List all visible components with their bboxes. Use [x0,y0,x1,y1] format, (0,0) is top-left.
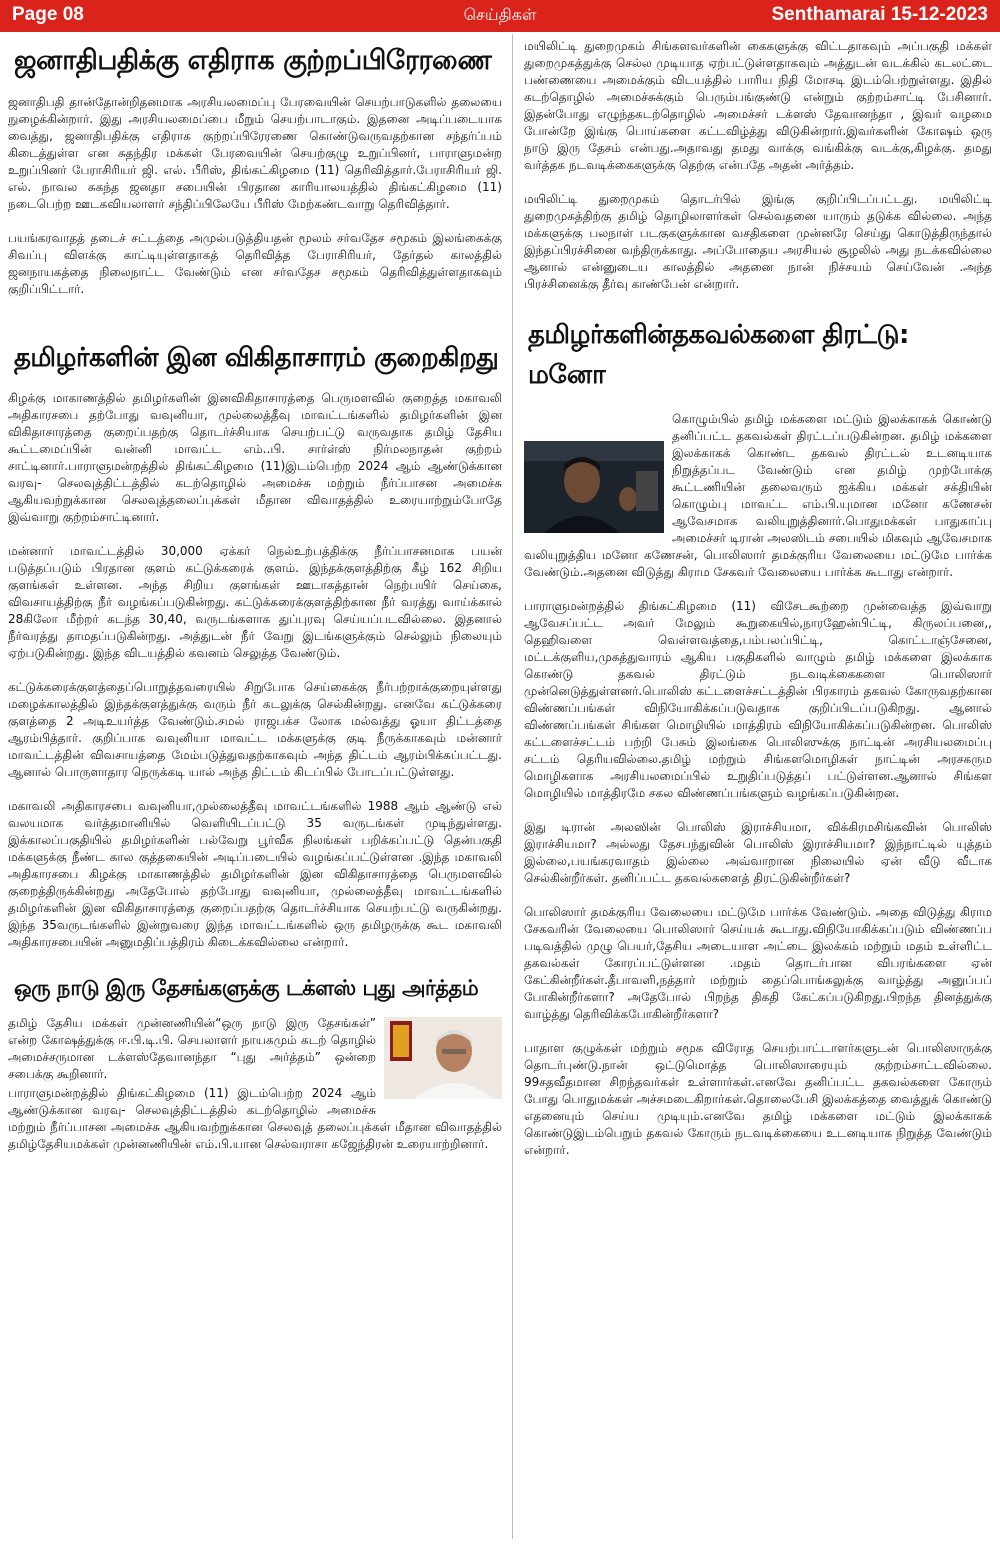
article-mano [524,315,992,1159]
article-paragraph: பாராளுமன்றத்தில் திங்கட்கிழமை (11) இடம்பெற்ற 2024 ஆம் ஆண்டுக்கான வரவு- செலவுத்திட்டத்தில் கடற்தொழில் அமைச்சு மற்றும் நீர்ப்பாசன அமைச்சு ஆகியவற்றுக்கான செலவுத் தலைப்புக்கள் மீதான விவாதத்தில் தமிழ்தேசியமக்கள் முன்னணியின் எம்.பி.யான செல்வராசா கஜேந்திரன் உரையாற்றினார். [8,1086,502,1151]
article-paragraph: இது டிரான் அலஸின் பொலிஸ் இராச்சியமா, விக்கிரமசிங்கவின் பொலிஸ் இராச்சியமா? அல்லது தேசபந்துவின் பொலிஸ் இராச்சியமா? இந்நாட்டில் யுத்தம் இல்லை,பயங்கரவாதம் இல்லை அவ்வாறான நிலையில் ஏன் வீடு வீடாக செல்கின்றீர்கள். தனிப்பட்ட தகவல்களைத் திரட்டுகின்றீர்கள்? [524,820,992,885]
headline-impeachment: ஜனாதிபதிக்கு எதிராக குற்றப்பிரேரணை [14,45,492,76]
article-paragraph: பொலிஸார் தமக்குரிய வேலையை மட்டுமே பார்க்க வேண்டும். அதை விடுத்து கிராம சேகவரின் வேலையை பொலிஸார் செய்யக் கூடாது.விநியோகிக்கப்படும் விண்ணப்ப படிவத்தில் முழு பெயர்,தேசிய அடையாள அட்டை இலக்கம் மற்றும் மதம் உள்ளிட்ட தகவல்கள் கோரப்பட்டுள்ளன .மதம் தொடர்பான விபரங்களை ஏன் கேட்கின்றீர்கள்.தீபாவளி,நத்தார் மற்றும் தைப்பொங்கலுக்கு வாழ்த்து அனுப்பப் போகின்றீர்களா? அதேபோல் பிறந்த திகதி கேட்கப்படுகிறது.பிறந்த தினத்துக்கு வாழ்த்து தெரிவிக்கபோகின்றீர்களா? [524,905,992,1021]
article-paragraph: மயிலிட்டி துறைமுகம் சிங்களவர்களின் கைகளுக்கு விட்டதாகவும் அப்பகுதி மக்கள் துறைமுகத்துக்கு செல்ல முடியாத ஏற்பட்டுள்ளதாகவும் அத்துடன் வடக்கில் கடலட்டை பண்ணையை அமைக்கும் விடயத்தில் பாரிய நிதி மோசடி இடம்பெற்றுள்ளது. இதில் கடற்தொழில் அமைச்சுக்கும் பெரும்பங்குண்டு என்றும் குற்றம்சாட்டி பேசினார். இதன்போது எழுந்தகடற்தொழில் அமைச்சர் டக்ளஸ் தேவானந்தா , இவர் வழமை போன்றே இங்கு பொய்களை கட்டவிழ்த்து விடுகின்றார்.இவர்களின் கோஷம் ஒரு நாடு இரு தேசம் என்பது.அதாவது தமது வாக்கு வங்கிக்கு வடக்கு,கிழக்கு. தமது வர்த்தக நடவடிக்கைகளுக்கு தெற்கு என்பதே அதன் அர்த்தம். [524,39,992,172]
article-paragraph: தமிழ் தேசிய மக்கள் முன்னணியின்“ஒரு நாடு இரு தேசங்கள்” என்ற கோஷத்துக்கு ஈ.பி.டி.பி. செயலாளர் நாயகமும் கடற் தொழில் அமைச்சருமான டக்ளஸ்தேவானந்தா “புது அர்த்தம்” ஒன்றை சபைக்கு கூறினார். [8,1016,376,1081]
article-paragraph: கிழக்கு மாகாணத்தில் தமிழர்களின் இனவிகிதாசாரத்தை பெருமளவில் குறைத்த மகாவலி அதிகாரசபை தற்போது வவுனியா, முல்லைத்தீவு மாவட்டங்களில் தமிழர்களின் இன விகிதாசாரத்தை குறைப்பதற்கு தொடர்ச்சியாக செயற்பட்டு வருவதாக தமிழ் தேசிய கூட்டமைப்பின் வன்னி மாவட்ட எம்..பி. சார்ள்ஸ் நிர்மலநாதன் குற்றம் சாட்டினார்.பாராளுமன்றத்தில் திங்கட்கிழமை (11)இடம்பெற்ற 2024 ஆம் ஆண்டுக்கான வரவு- செலவுத்திட்டத்தில் கடற்தொழில் அமைச்சு மற்றும் நீர்ப்பாசன அமைச்சு ஆகியவற்றுக்கான செலவுத்தலைப்புக்கள் மீதான விவாதத்தில் உரையாற்றும்போதே இவ்வாறு குற்றம்சாட்டினார். [8,391,502,524]
photo-illustration [384,1017,502,1099]
article-paragraph: மகாவலி அதிகாரசபை வவுனியா,முல்லைத்தீவு மாவட்டங்களில் 1988 ஆம் ஆண்டு எல் வலயமாக வர்த்தமானியில் வெளியிடப்பட்டு 35 வருடங்கள் முடிந்துள்ளது. இக்காலப்பகுதியில் தமிழர்களின் பல்வேறு பூர்வீக நிலங்கள் பறிக்கப்பட்டு தென்பகுதி மக்களுக்கு நீண்ட கால குத்தகையின் அடிப்படையில் வழங்கப்பட்டுள்ளன .இந்த மகாவலி அதிகாரசபை கிழக்கு மாகாணத்தில் தமிழர்களின் இன விகிதாசாரத்தை பெருமளவில் குறைத்திருக்கின்றது அதேபோல் தற்போது வவுனியா, முல்லைத்தீவு மாவட்டங்களில் தமிழர்களின் இன விகிதாசாரத்தை குறைப்பதற்கு தொடர்ச்சியாக செயற்பட்டு வருகின்றது. இந்த 35வருடங்களில் இன்றுவரை இந்த மாவட்டங்களில் ஒரு தமிழருக்கு கூட மகாவலி அதிகாரசபையின் அனுமதிப்பத்திரம் கிடைக்கவில்லை என்றார். [8,799,502,949]
paper-date: Senthamarai 15-12-2023 [771,4,988,25]
article-douglas [8,971,502,1153]
article-paragraph: மன்னார் மாவட்டத்தில் 30,000 ஏக்கர் நெல்உற்பத்திக்கு நீர்ப்பாசனமாக பயன் படுத்தப்படும் பிரதான குளம் கட்டுக்கரைக் குளம். இந்தக்குளத்திற்கு கீழ் 162 சிறிய குளங்கள் உள்ளன. அந்த சிறிய குளங்கள் ஊடாகத்தான் நெற்பயிர் செய்கை, விவசாயத்திற்கு நீர் வழங்கப்படுகின்றது. கட்டுக்கரைக்குளத்திற்கான நீர் வரத்து வாய்க்கால் 28கிலோ மீற்றர் கடந்த 30,40, வருடங்களாக துப்புரவு செய்யப்படவில்லை. இதனால் நீர்வரத்து தாமதப்படுகின்றது. அத்துடன் நீர் வேறு இடங்களுக்கும் செல்லும் நிலையும் ஏற்படுகின்றது. இந்த விடயத்தில் கவனம் செலுத்த வேண்டும். [8,544,502,660]
article-paragraph: பாதாள குழுக்கள் மற்றும் சமூக விரோத செயற்பாட்டாளர்களுடன் பொலிஸாருக்கு தொடர்புண்டு.நான் ஒட்டுமொத்த பொலிஸாரையும் குற்றம்சாட்டவில்லை. 99சதவீதமான சிறந்தவர்கள் உள்ளார்கள்.எனவே தனிப்பட்ட தகவல்களை கோரும் போது பொதுமக்கள் அச்சமடைகிறார்கள்.தொலைபேசி இலக்கத்தை வைத்துக் கொண்டு எதனையும் செய்ய முடியும்.எனவே தமிழ் மக்களை மட்டும் இலக்காகக் கொண்டுஇடம்பெறும் தகவல் கோரும் நடவடிக்கையை உடனடியாக நிறுத்த வேண்டும் என்றார். [524,1041,992,1157]
headline-ethnic-ratio: தமிழர்களின் இன விகிதாசாரம் குறைகிறது [14,343,499,373]
headline-mano: தமிழர்களின்தகவல்களை திரட்டு: மனோ [528,320,909,390]
headline-douglas: ஒரு நாடு இரு தேசங்களுக்கு டக்ளஸ் புது அர்த்தம் [14,976,479,1000]
photo-illustration [524,441,664,533]
column-divider [512,34,513,1539]
article-ethnic-ratio [8,338,502,951]
article-paragraph: ஜனாதிபதி தான்தோன்றிதனமாக அரசியலமைப்பு பேரவையின் செயற்பாடுகளில் தலையை நுழைக்கின்றார். இது அரசியலமைப்பை மீறும் செயற்பாடாகும். இதனை அடிப்படையாக வைத்து, ஜனாதிபதிக்கு எதிராக குற்றப்பிரேரணை கொண்டுவருவதற்கான சந்தர்ப்பம் கிடைத்துள்ள என சுதந்திர மக்கள் பேரவையின் செயற்குழு உறுப்பினர், பாராளுமன்ற உறுப்பினர் பேராசிரியர் ஜி. எல். பீரிஸ், திங்கட்கிழமை (11) தெரிவித்தார்.பேராசிரியர் ஜி. எல். நாவல சுகந்த ஜனதா சபையின் பிரதான காரியாலயத்தில் திங்கட்கிழமை (11) நடைபெற்ற ஊடகவியலாளர் சந்திப்பிலேயே பீரிஸ் மேற்கண்டவாறு தெரிவித்தார். [8,95,502,211]
mano-photo [524,441,664,533]
article-paragraph: பயங்கரவாதத் தடைச் சட்டத்தை அமுல்படுத்தியதன் மூலம் சர்வதேச சமூகம் இலங்கைக்கு சிவப்பு விளக்கு காட்டியுள்ளதாகத் தெரிவித்த பேராசிரியர், தேர்தல் காலத்தில் ஜனநாயகத்தை நிலைநாட்ட வேண்டும் என சர்வதேச சமூகம் தெரிவித்துள்ளதாகவும் குறிப்பிட்டார். [8,231,502,296]
article-impeachment [8,40,502,298]
article-continuation [524,38,992,293]
douglas-photo [384,1017,502,1099]
section-title: செய்திகள் [463,5,537,24]
article-paragraph: பாராளுமன்றத்தில் திங்கட்கிழமை (11) விசேடகூற்றை முன்வைத்த இவ்வாறு ஆவேசப்பட்ட அவர் மேலும் கூறுகையில்,நாரஹேன்பிட்டி, கிருலப்பனை,, தெஹிவளை வெள்ளவத்தை,பம்பலப்பிட்டி, கொட்டாஞ்சேனை, மட்டக்குளிய,முகத்துவாரம் ஆகிய பகுதிகளில் வாழும் தமிழ் மக்களை இலக்காக கொண்டு தகவல் திரட்டும் நடவடிக்கைகளை பொலிஸார் முன்னெடுத்துள்ளனர்.பொலிஸ் கட்டளைச்சட்டத்தின் பிரகாரம் தகவல் கோருவதற்கான விண்ணப்பங்கள் விநியோகிக்கப்படுவதாக குறிப்பிடப்படுகிறது. ஆனால் விண்ணப்பங்கள் சிங்கள மொழியில் மாத்திரம் விநியோகிக்கப்படுகின்றன. பொலிஸ் கட்டளைச்சட்டம் பற்றி பேசும் இலங்கை பொலிஸுக்கு நாட்டின் அரசியலமைப்பு சட்டம் தெரியவில்லை.தமிழ் மற்றும் சிங்களமொழிகள் நாட்டின் அரசகரும மொழிகளாக அரசியலமைப்பில் உறுதிப்படுத்தப் பட்டுள்ளன.ஆனால் சிங்கள மொழியில் மாத்திரமே சகல விண்ணப்பங்களும் வழங்கப்படுகின்றன. [524,599,992,800]
article-paragraph: மயிலிட்டி துறைமுகம் தொடர்பில் இங்கு குறிப்பிடப்பட்டது. மயிலிட்டி துறைமுகத்திற்கு தமிழ் தொழிலாளர்கள் செல்வதனை யாரும் தடுக்க வில்லை. அந்த மக்களுக்கு பலநாள் படகுகளுக்கான வசதிகளை முன்னரே செய்து கொடுத்திருந்தால் இந்தப்பிரச்சினை வந்திருக்காது. அப்போதைய அரசியல் சூழலில் அது நடக்கவில்லை ஆனால் என்னுடைய காலத்தில் அதனை நான் நிச்சயம் செய்வேன் .அந்த பிரச்சினைக்கு தீர்வு காண்பேன் என்றார். [524,192,992,291]
page-number: Page 08 [12,4,84,25]
article-paragraph: கட்டுக்கரைக்குளத்தைப்பொறுத்தவரையில் சிறுபோக செய்கைக்கு நீர்பற்றாக்குறையுள்ளது மழைக்காலத்தில் இந்தக்குளத்துக்கு வரும் நீர் கடலுக்கு செல்கின்றது. எனவே கட்டுக்கரை குளத்தை 2 அடிஉயர்த்த வேண்டும்.சமல் ராஜபக்ச லோக மல்வத்து ஓயா திட்டத்தை ஆரம்பித்தார். குறிப்பாக வவுனியா மாவட்ட மக்களுக்கு குடி நீருக்காகவும் மன்னார் மாவட்டத்தின் விவசாயத்தை மேம்படுத்துவதற்காகவும் அந்த திட்டம் ஆரம்பிக்கப்பட்டது. ஆனால் பொருளாதார நெருக்கடி யால் அந்த திட்டம் கிடப்பில் போடப்பட்டுள்ளது. [8,680,502,779]
right-column [524,34,992,1159]
article-paragraph: கொழும்பில் தமிழ் மக்களை மட்டும் இலக்காகக் கொண்டு தனிப்பட்ட தகவல்கள் திரட்டப்படுகின்றன. தமிழ் மக்களை இலக்காகக் கொண்ட தகவல் திரட்டல் உடனடியாக நிறுத்தப்பட வேண்டும் என தமிழ் முற்போக்கு கூட்டணியின் தலைவரும் ஐக்கிய மக்கள் சக்தியின் கொழும்பு மாவட்ட எம்.பி.யுமான மனோ கணேசன் ஆவேசமாக வலியுறுத்தினார்.பொதுமக்கள் பாதுகாப்பு அமைச்சர் டிரான் அலஸிடம் சபையில் மிகவும் ஆவேசமாக வலியுறுத்திய மனோ கணேசன், பொலிஸார் தமக்குரிய வேலையை மட்டுமே பார்க்க வேண்டும்.அதனை விடுத்து கிராம சேகவர் வேலையை பார்க்க கூடாது என்றார். [524,412,992,579]
page-header [0,0,1000,32]
left-column [8,34,502,1153]
